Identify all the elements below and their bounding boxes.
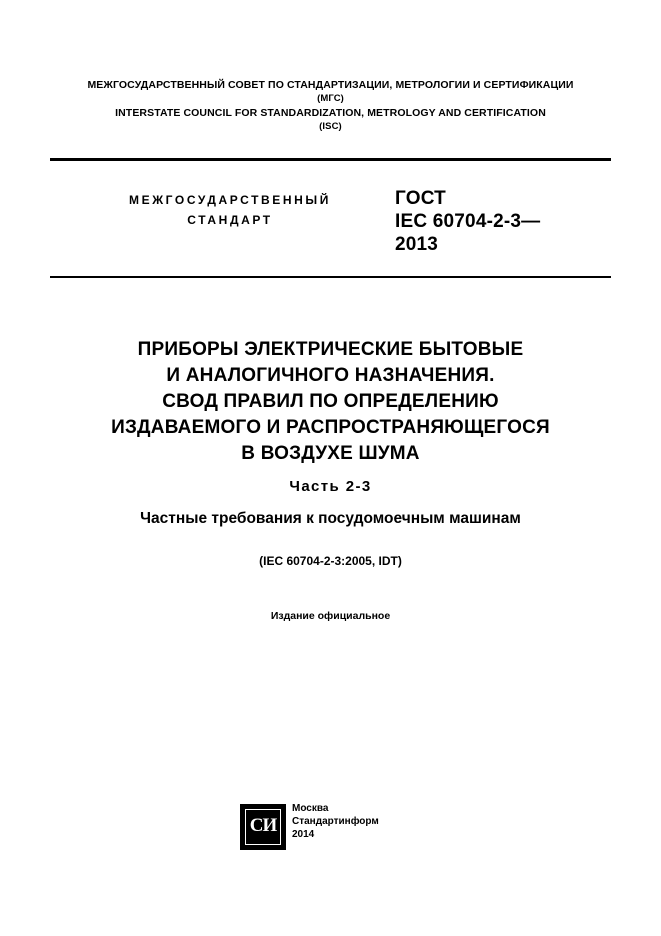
standard-kind xyxy=(80,190,380,230)
standard-kind-line1: МЕЖГОСУДАРСТВЕННЫЙ xyxy=(129,193,331,207)
page-title-line1: ПРИБОРЫ ЭЛЕКТРИЧЕСКИЕ БЫТОВЫЕ xyxy=(137,339,524,360)
page-title-line4: ИЗДАВАЕМОГО И РАСПРОСТРАНЯЮЩЕГОСЯ xyxy=(111,417,550,438)
issuing-body-ru-abbr: (МГС) xyxy=(317,93,344,104)
subtitle: Частные требования к посудомоечным машинам xyxy=(140,510,521,527)
standard-designation-row xyxy=(50,190,611,270)
page-title-line2: И АНАЛОГИЧНОГО НАЗНАЧЕНИЯ. xyxy=(166,365,495,386)
page-title-line3: СВОД ПРАВИЛ ПО ОПРЕДЕЛЕНИЮ xyxy=(162,391,499,412)
publisher-name: Стандартинформ xyxy=(292,816,379,827)
logo-monogram: СИ xyxy=(245,809,281,845)
standard-kind-line2: СТАНДАРТ xyxy=(187,213,273,227)
standard-number-line3: 2013 xyxy=(395,234,439,255)
page-title xyxy=(30,337,631,467)
issuing-body-header xyxy=(50,78,611,134)
part-label: Часть 2-3 xyxy=(289,478,372,495)
publisher-city: Москва xyxy=(292,803,329,814)
source-reference: (IEC 60704-2-3:2005, IDT) xyxy=(259,554,402,568)
publisher-block xyxy=(230,800,470,860)
standartinform-logo-icon xyxy=(240,804,286,850)
divider-mid xyxy=(50,276,611,278)
divider-top xyxy=(50,158,611,161)
issuing-body-ru: МЕЖГОСУДАРСТВЕННЫЙ СОВЕТ ПО СТАНДАРТИЗАЦИИ, МЕТРОЛОГИИ И СЕРТИФИКАЦИИ xyxy=(87,79,574,91)
issuing-body-en-abbr: (ISC) xyxy=(319,121,342,132)
page-title-line5: В ВОЗДУХЕ ШУМА xyxy=(241,443,420,464)
publisher-year: 2014 xyxy=(292,829,315,840)
standard-number xyxy=(395,187,611,256)
publisher-text xyxy=(292,802,452,841)
standard-number-line1: ГОСТ xyxy=(395,188,446,209)
official-edition-note: Издание официальное xyxy=(270,610,391,622)
standard-number-line2: IEC 60704-2-3— xyxy=(395,211,541,232)
issuing-body-en: INTERSTATE COUNCIL FOR STANDARDIZATION, METROLOGY AND CERTIFICATION xyxy=(115,107,546,119)
